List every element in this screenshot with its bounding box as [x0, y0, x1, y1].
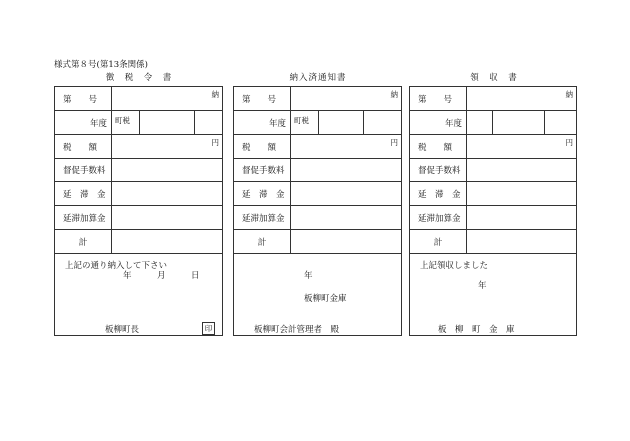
label-total: 計: [257, 237, 267, 248]
slip-title-tax-order: 徴 税 令 書: [105, 73, 173, 83]
row-delay-extra: [410, 206, 576, 230]
signer-treasurer: 板柳町会計管理者 殿: [254, 325, 340, 335]
corner-payment-mark: 納: [211, 90, 219, 99]
row-total: [410, 230, 576, 254]
label-number: 第 号: [418, 94, 453, 105]
row-delay: [234, 182, 401, 206]
signer-mayor: 板柳町長: [105, 325, 140, 335]
year-cell[interactable]: [140, 111, 195, 134]
label-year: 年度: [268, 118, 286, 129]
label-fee: 督促手数料: [63, 166, 106, 176]
label-number: 第 号: [242, 94, 277, 105]
row-delay: [410, 182, 576, 206]
label-tax-type: 町税: [294, 116, 309, 125]
label-tax-amount: 税 額: [63, 142, 98, 153]
row-number: [55, 87, 222, 111]
label-tax-amount: 税 額: [418, 142, 453, 153]
yen-unit: 円: [211, 138, 219, 147]
seal-mark: 印: [202, 322, 215, 335]
label-delay-extra: 延滞加算金: [63, 213, 106, 224]
row-delay-extra: [55, 206, 222, 230]
row-number: [234, 87, 401, 111]
slip-payment-notice: [233, 86, 402, 336]
row-fee: [55, 159, 222, 182]
yen-unit: 円: [390, 138, 398, 147]
row-delay: [55, 182, 222, 206]
row-total: [234, 230, 401, 254]
label-delay: 延 滞 金: [63, 189, 106, 200]
signer-bank: 板 柳 町 金 庫: [438, 325, 515, 335]
slip-title-payment-notice: 納入済通知書: [289, 73, 347, 83]
label-total: 計: [78, 237, 88, 248]
receipt-text: 上記領収しました: [420, 261, 489, 271]
notice-text: 上記の通り納入して下さい: [65, 261, 168, 271]
row-fee: [234, 159, 401, 182]
form-label: 様式第８号(第13条関係): [54, 60, 148, 70]
row-tax-amount: [55, 135, 222, 159]
label-fee: 督促手数料: [418, 166, 461, 176]
label-year: 年度: [89, 118, 107, 129]
label-delay-extra: 延滞加算金: [242, 213, 285, 224]
row-year: [234, 111, 401, 135]
date-line: 年: [304, 271, 313, 281]
row-tax-amount: [410, 135, 576, 159]
row-number: [410, 87, 576, 111]
row-total: [55, 230, 222, 254]
label-tax-amount: 税 額: [242, 142, 277, 153]
year-cell[interactable]: [319, 111, 364, 134]
label-year: 年度: [444, 118, 462, 129]
label-delay: 延 滞 金: [242, 189, 285, 200]
row-year: [55, 111, 222, 135]
slip-receipt: [409, 86, 577, 336]
label-tax-type: 町税: [115, 116, 130, 125]
yen-unit: 円: [565, 138, 573, 147]
row-delay-extra: [234, 206, 401, 230]
corner-payment-mark: 納: [565, 90, 573, 99]
corner-payment-mark: 納: [390, 90, 398, 99]
row-tax-amount: [234, 135, 401, 159]
slip-tax-order: [54, 86, 223, 336]
date-line: 年 月 日: [123, 271, 200, 281]
row-year: [410, 111, 576, 135]
label-fee: 督促手数料: [242, 166, 285, 176]
date-line: 年: [478, 281, 487, 291]
label-delay: 延 滞 金: [418, 189, 461, 200]
label-number: 第 号: [63, 94, 98, 105]
bank-name: 板柳町金庫: [304, 294, 347, 304]
slip-title-receipt: 領 収 書: [470, 73, 518, 83]
row-fee: [410, 159, 576, 182]
label-delay-extra: 延滞加算金: [418, 213, 461, 224]
label-total: 計: [433, 237, 443, 248]
year-cell[interactable]: [493, 111, 545, 134]
